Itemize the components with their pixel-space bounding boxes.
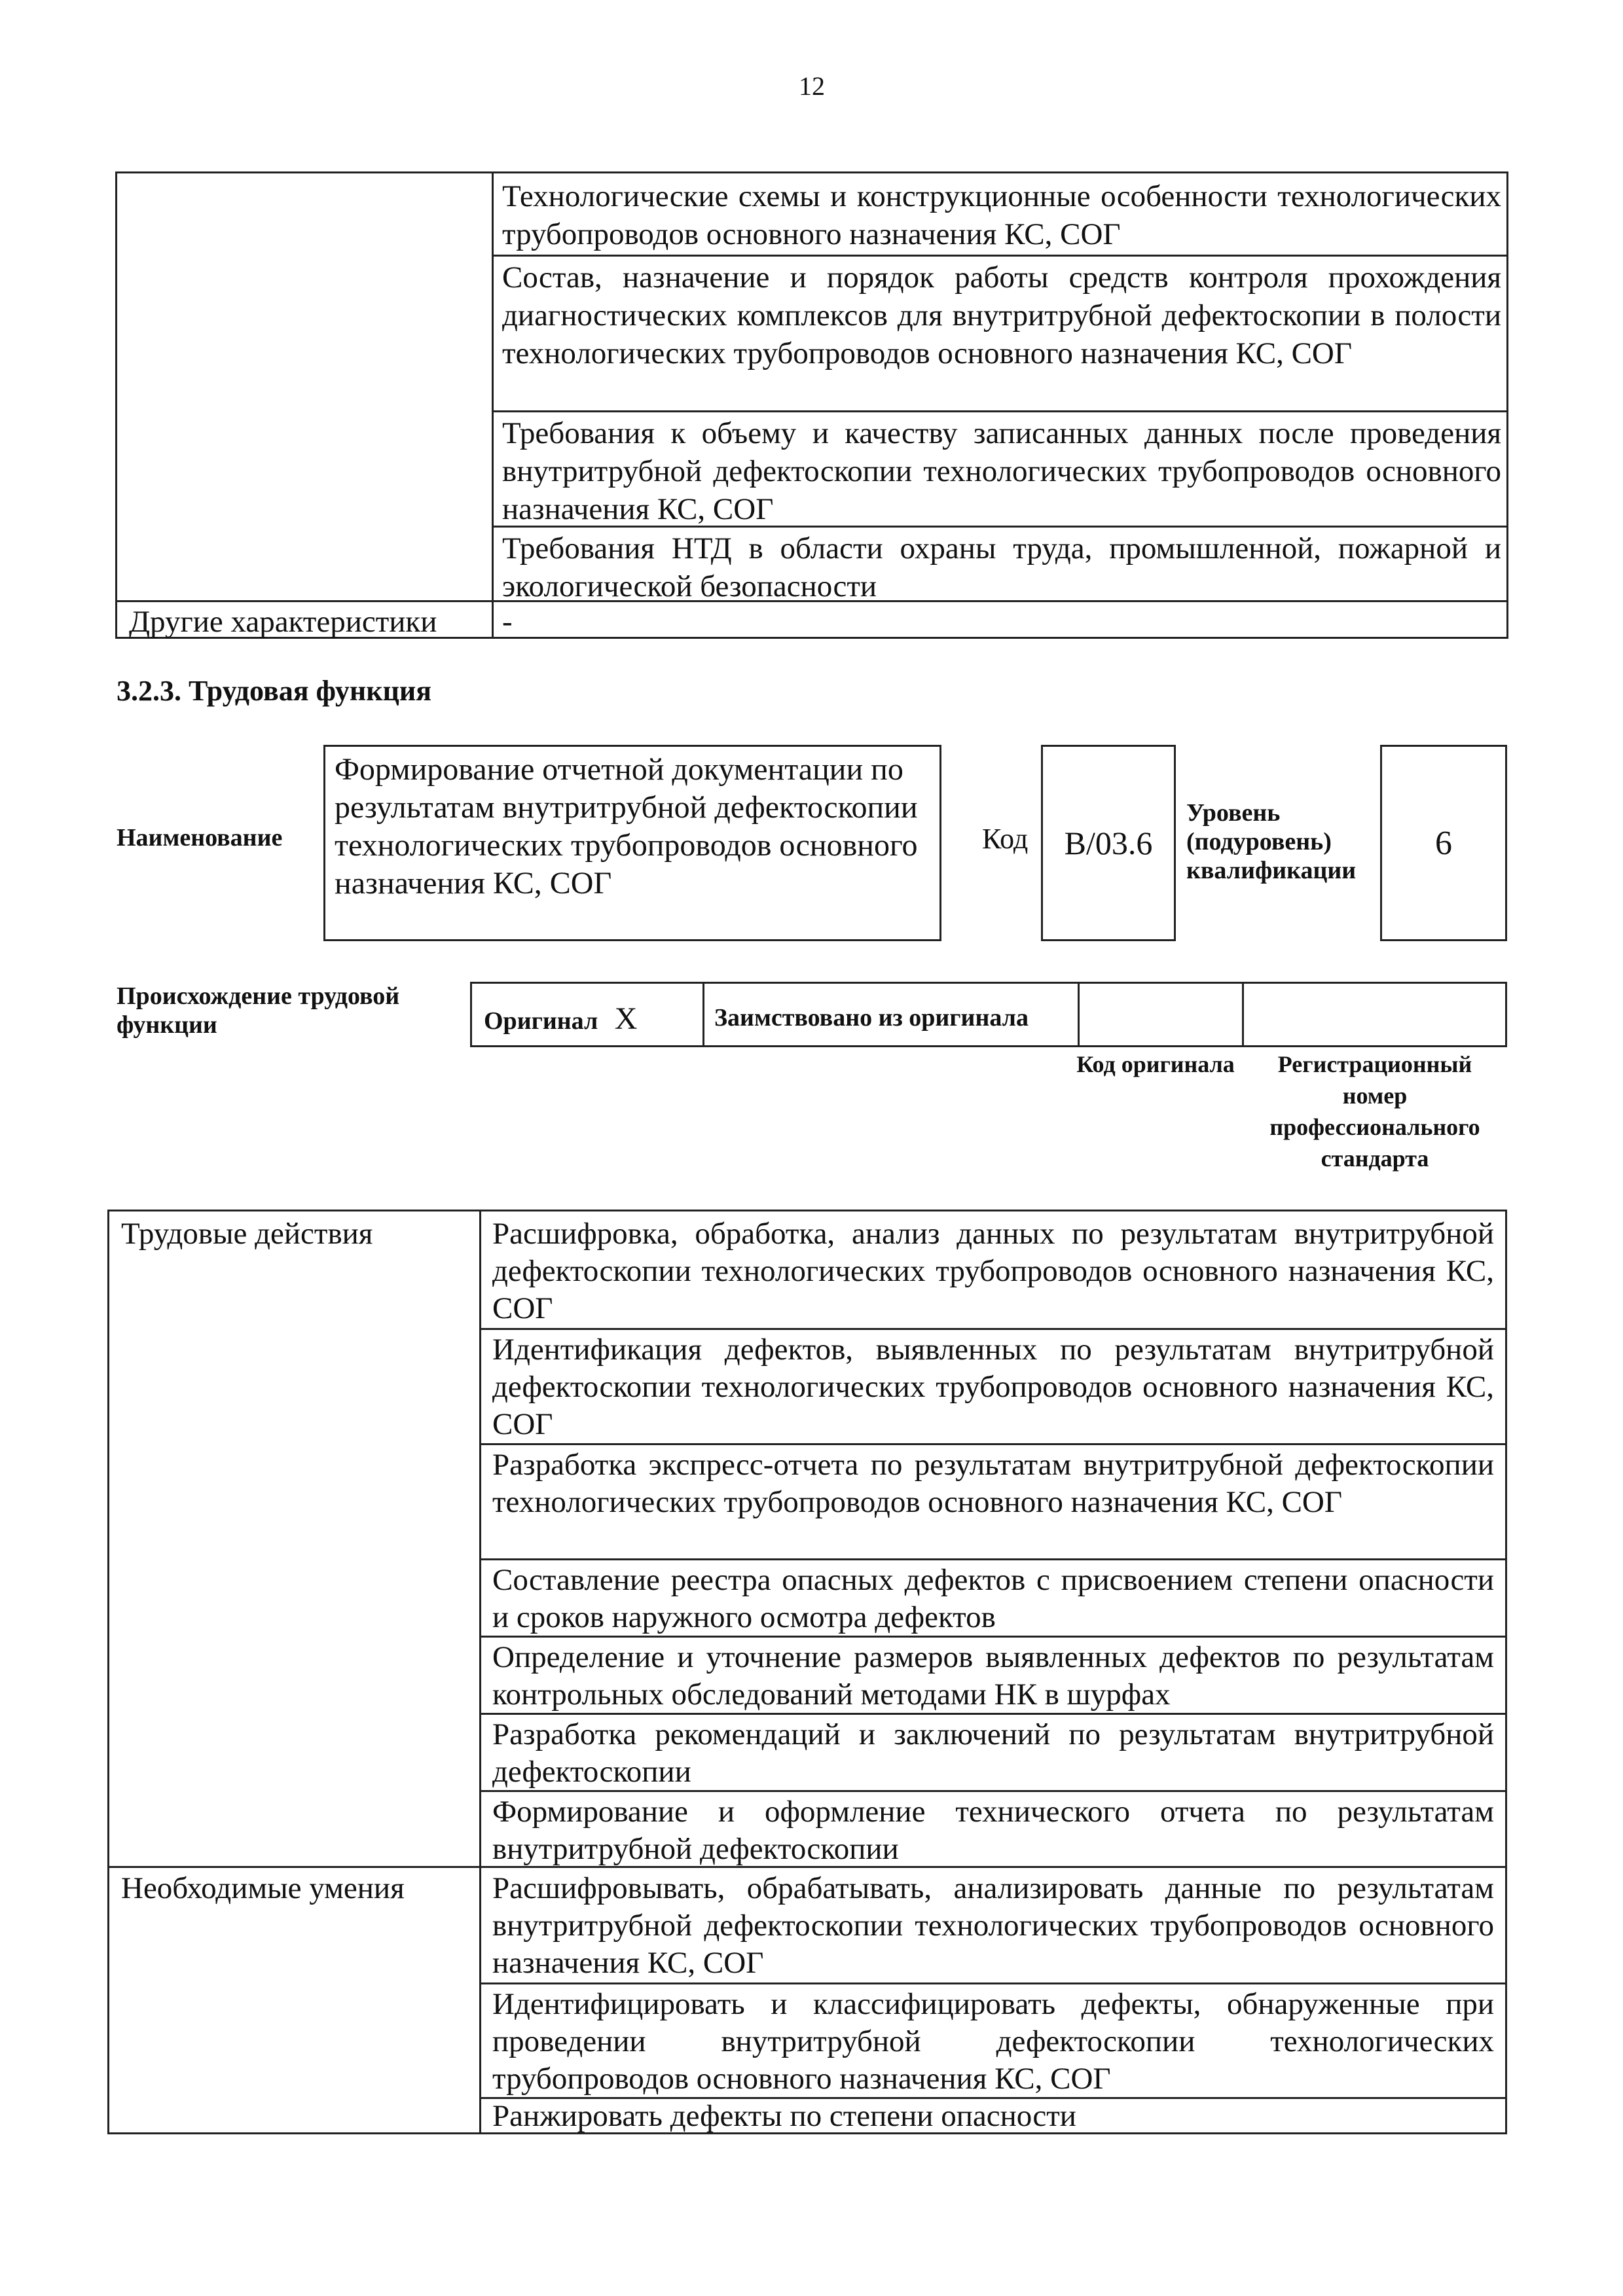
reg-number-caption: Регистрационный номер профессионального стандарта (1269, 1051, 1480, 1172)
code-value: В/03.6 (1064, 825, 1153, 861)
skill-item: Идентифицировать и классифицировать дефекты, обнаруженные при проведении внутритрубной дефектоскопии технологических трубопроводов основного назначения КС, СОГ (492, 1987, 1494, 2096)
skills-label: Необходимые умения (121, 1871, 405, 1905)
other-characteristics-value: - (502, 605, 513, 639)
action-item: Определение и уточнение размеров выявленных дефектов по результатам контрольных обследований методами НК в шурфах (492, 1640, 1494, 1712)
action-item: Идентификация дефектов, выявленных по результатам внутритрубной дефектоскопии технологических трубопроводов основного назначения КС, СОГ (492, 1333, 1494, 1441)
origin-table (470, 982, 1507, 1047)
code-box (1041, 745, 1176, 941)
knowledge-item: Требования НТД в области охраны труда, промышленной, пожарной и экологической безопасности (502, 531, 1501, 603)
original-mark: X (614, 1001, 638, 1036)
level-value: 6 (1435, 825, 1452, 862)
borrowed-label: Заимствовано из оригинала (714, 1004, 1029, 1031)
code-label: Код (982, 823, 1029, 855)
action-item: Составление реестра опасных дефектов с присвоением степени опасности и сроков наружного осмотра дефектов (492, 1563, 1494, 1634)
original-label: Оригинал (484, 1007, 598, 1035)
page-number: 12 (799, 71, 825, 101)
level-label: Уровень (подуровень) квалификации (1186, 799, 1357, 884)
action-item: Разработка рекомендаций и заключений по результатам внутритрубной дефектоскопии (492, 1717, 1494, 1789)
actions-table (107, 1210, 1507, 2134)
level-box (1380, 745, 1507, 941)
knowledge-item: Требования к объему и качеству записанных данных после проведения внутритрубной дефектоскопии технологических трубопроводов основного назначения КС, СОГ (502, 416, 1501, 526)
skill-item: Ранжировать дефекты по степени опасности (492, 2099, 1076, 2133)
other-characteristics-label: Другие характеристики (129, 605, 437, 639)
actions-label: Трудовые действия (121, 1217, 373, 1251)
action-item: Расшифровка, обработка, анализ данных по результатам внутритрубной дефектоскопии технологических трубопроводов основного назначения КС, СОГ (492, 1217, 1494, 1325)
knowledge-item: Технологические схемы и конструкционные особенности технологических трубопроводов основного назначения КС, СОГ (502, 179, 1501, 251)
name-label: Наименование (117, 824, 283, 852)
knowledge-table (115, 171, 1508, 639)
action-item: Разработка экспресс-отчета по результатам внутритрубной дефектоскопии технологических трубопроводов основного назначения КС, СОГ (492, 1448, 1494, 1519)
function-name-box: Формирование отчетной документации по результатам внутритрубной дефектоскопии технологических трубопроводов основного назначения КС, СОГ (323, 745, 941, 941)
code-original-caption: Код оригинала (1076, 1051, 1235, 1077)
section-title: 3.2.3. Трудовая функция (117, 675, 432, 707)
knowledge-item: Состав, назначение и порядок работы средств контроля прохождения диагностических комплексов для внутритрубной дефектоскопии в полости технологических трубопроводов основного назначения КС, СОГ (502, 260, 1501, 370)
action-item: Формирование и оформление технического отчета по результатам внутритрубной дефектоскопии (492, 1795, 1494, 1866)
skill-item: Расшифровывать, обрабатывать, анализировать данные по результатам внутритрубной дефектоскопии технологических трубопроводов основного назначения КС, СОГ (492, 1871, 1494, 1980)
origin-label: Происхождение трудовой функции (117, 982, 400, 1039)
